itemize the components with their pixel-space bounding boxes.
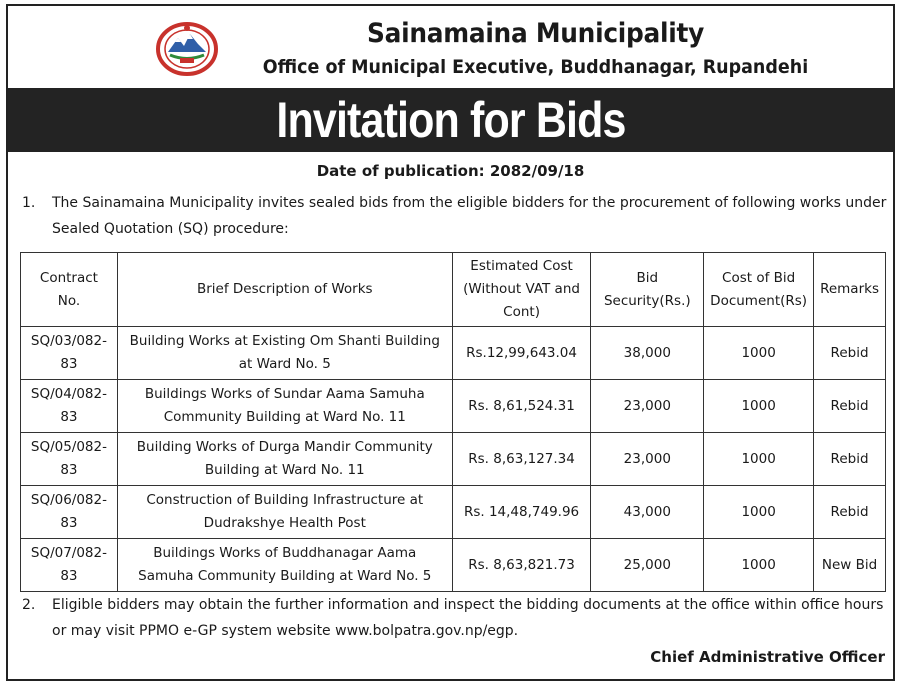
- cell-bid-security: 38,000: [591, 327, 704, 380]
- cell-description: Building Works of Durga Mandir Community Building at Ward No. 11: [117, 433, 452, 486]
- cell-description: Buildings Works of Sundar Aama Samuha Community Building at Ward No. 11: [117, 380, 452, 433]
- cell-remarks: Rebid: [814, 486, 886, 539]
- cell-remarks: Rebid: [814, 380, 886, 433]
- table-row: [21, 327, 886, 380]
- cell-bid-security: 23,000: [591, 433, 704, 486]
- cell-bid-security: 25,000: [591, 539, 704, 592]
- header-estimated-cost: [452, 253, 591, 327]
- cell-bid-security: 23,000: [591, 380, 704, 433]
- cell-doc-cost: 1000: [704, 539, 814, 592]
- header-cost-line2: (Without VAT and Cont): [463, 281, 580, 320]
- header-remarks: Remarks: [814, 253, 886, 327]
- paragraph-2: [22, 592, 890, 644]
- paragraph-number: 2.: [22, 597, 36, 613]
- cell-description: Construction of Building Infrastructure at Dudrakshye Health Post: [117, 486, 452, 539]
- notice-frame: [6, 4, 895, 681]
- table-row: [21, 380, 886, 433]
- header-bid-security: Bid Security(Rs.): [591, 253, 704, 327]
- cell-description: Building Works at Existing Om Shanti Building at Ward No. 5: [117, 327, 452, 380]
- cell-estimated-cost: Rs. 8,61,524.31: [452, 380, 591, 433]
- cell-description: Buildings Works of Buddhanagar Aama Samuha Community Building at Ward No. 5: [117, 539, 452, 592]
- title-banner: [8, 88, 893, 152]
- table-header-row: [21, 253, 886, 327]
- cell-contract-no: SQ/06/082-83: [21, 486, 118, 539]
- table-row: [21, 433, 886, 486]
- header-doc-line2: Document(Rs): [710, 292, 808, 309]
- header-cost-line1: Estimated Cost: [470, 258, 573, 274]
- signatory-title: Chief Administrative Officer: [650, 648, 885, 666]
- paragraph-text: Eligible bidders may obtain the further information and inspect the bidding documents at the office within office hours or may visit PPMO e-GP system website www.bolpatra.gov.np/egp.: [52, 597, 884, 639]
- table-row: [21, 539, 886, 592]
- header-contract-no: Contract No.: [21, 253, 118, 327]
- cell-remarks: Rebid: [814, 327, 886, 380]
- cell-estimated-cost: Rs. 8,63,821.73: [452, 539, 591, 592]
- cell-estimated-cost: Rs. 14,48,749.96: [452, 486, 591, 539]
- header-bid-document-cost: [704, 253, 814, 327]
- cell-doc-cost: 1000: [704, 486, 814, 539]
- page-title: Invitation for Bids: [275, 92, 626, 148]
- paragraph-number: 1.: [22, 195, 36, 211]
- cell-contract-no: SQ/04/082-83: [21, 380, 118, 433]
- cell-bid-security: 43,000: [591, 486, 704, 539]
- cell-remarks: New Bid: [814, 539, 886, 592]
- cell-doc-cost: 1000: [704, 327, 814, 380]
- cell-contract-no: SQ/07/082-83: [21, 539, 118, 592]
- header-description: Brief Description of Works: [117, 253, 452, 327]
- header-doc-line1: Cost of Bid: [722, 269, 796, 286]
- notice-header: [8, 6, 893, 88]
- cell-contract-no: SQ/05/082-83: [21, 433, 118, 486]
- cell-doc-cost: 1000: [704, 380, 814, 433]
- table-row: [21, 486, 886, 539]
- cell-doc-cost: 1000: [704, 433, 814, 486]
- paragraph-text: The Sainamaina Municipality invites sealed bids from the eligible bidders for the procurement of following works under Sealed Quotation (SQ) procedure:: [52, 195, 887, 237]
- publication-date: Date of publication: 2082/09/18: [316, 162, 585, 180]
- organization-name: Sainamaina Municipality: [366, 18, 705, 49]
- paragraph-1: [22, 190, 890, 242]
- organization-office: Office of Municipal Executive, Buddhanagar, Rupandehi: [262, 56, 809, 78]
- cell-contract-no: SQ/03/082-83: [21, 327, 118, 380]
- cell-estimated-cost: Rs.12,99,643.04: [452, 327, 591, 380]
- bids-table: [20, 252, 886, 592]
- cell-remarks: Rebid: [814, 433, 886, 486]
- cell-estimated-cost: Rs. 8,63,127.34: [452, 433, 591, 486]
